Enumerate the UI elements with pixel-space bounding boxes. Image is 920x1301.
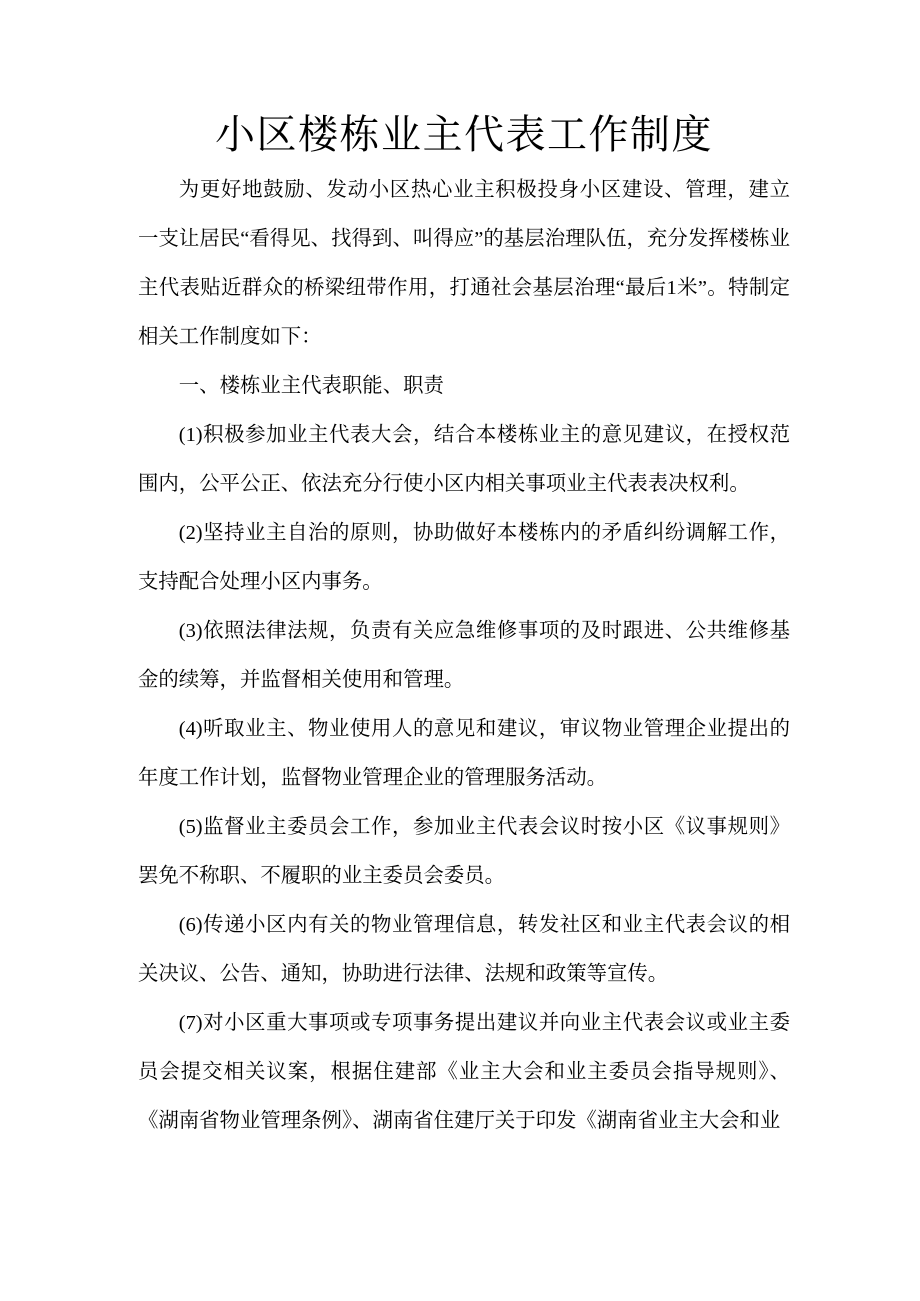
list-item-5: (5)监督业主委员会工作，参加业主代表会议时按小区《议事规则》罢免不称职、不履职的业主委员会委员。 xyxy=(138,816,790,887)
list-item-6: (6)传递小区内有关的物业管理信息，转发社区和业主代表会议的相关决议、公告、通知，协助进行法律、法规和政策等宣传。 xyxy=(138,914,790,985)
section-heading: 一、楼栋业主代表职能、职责 xyxy=(178,375,444,397)
list-item-4: (4)听取业主、物业使用人的意见和建议，审议物业管理企业提出的年度工作计划，监督物业管理企业的管理服务活动。 xyxy=(138,718,790,789)
list-item-3: (3)依照法律法规，负责有关应急维修事项的及时跟进、公共维修基金的续筹，并监督相关使用和管理。 xyxy=(138,620,790,691)
document-title: 小区楼栋业主代表工作制度 xyxy=(215,112,713,157)
document-body xyxy=(138,166,790,1146)
intro-paragraph: 为更好地鼓励、发动小区热心业主积极投身小区建设、管理，建立一支让居民“看得见、找得到、叫得应”的基层治理队伍，充分发挥楼栋业主代表贴近群众的桥梁纽带作用，打通社会基层治理“最后1米”。特制定相关工作制度如下： xyxy=(138,179,790,348)
list-item-2: (2)坚持业主自治的原则，协助做好本楼栋内的矛盾纠纷调解工作，支持配合处理小区内事务。 xyxy=(138,522,790,593)
list-item-7: (7)对小区重大事项或专项事务提出建议并向业主代表会议或业主委员会提交相关议案，根据住建部《业主大会和业主委员会指导规则》、《湖南省物业管理条例》、湖南省住建厅关于印发《湖南省业主大会和业 xyxy=(138,1012,790,1132)
list-item-1: (1)积极参加业主代表大会，结合本楼栋业主的意见建议，在授权范围内，公平公正、依法充分行使小区内相关事项业主代表表决权利。 xyxy=(138,424,790,495)
